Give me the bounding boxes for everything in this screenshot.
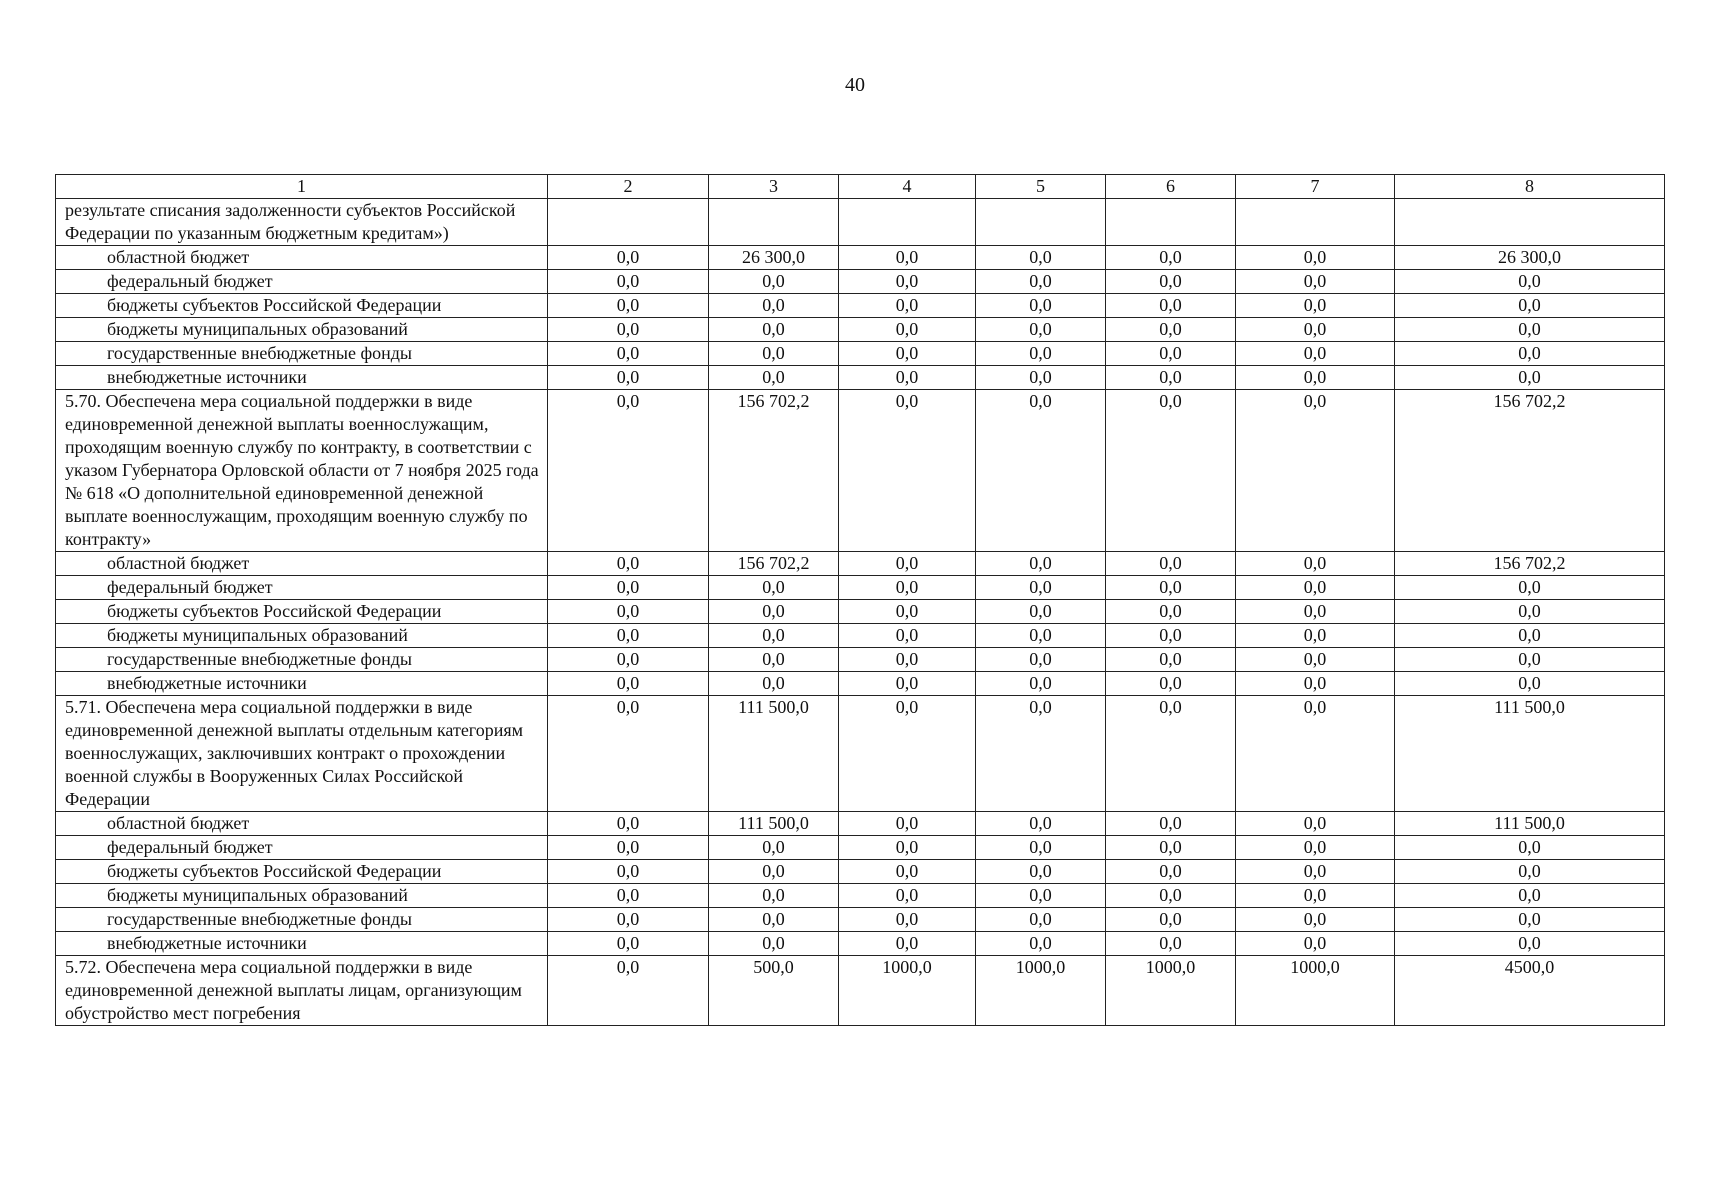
row-value-col-2: 0,0	[548, 294, 709, 318]
header-cell-3: 3	[709, 175, 839, 199]
row-value-col-7: 1000,0	[1236, 956, 1395, 1026]
row-value-col-4: 0,0	[839, 624, 976, 648]
row-value-col-6: 0,0	[1106, 246, 1236, 270]
row-label: государственные внебюджетные фонды	[56, 342, 548, 366]
row-label: внебюджетные источники	[56, 672, 548, 696]
header-cell-1: 1	[56, 175, 548, 199]
table-body	[56, 175, 1665, 1026]
row-value-col-2: 0,0	[548, 246, 709, 270]
header-cell-8: 8	[1395, 175, 1665, 199]
row-value-col-4: 0,0	[839, 600, 976, 624]
table-row-source	[56, 294, 1665, 318]
row-value-col-5: 0,0	[976, 812, 1106, 836]
row-value-col-4: 0,0	[839, 576, 976, 600]
row-value-col-5: 0,0	[976, 908, 1106, 932]
row-value-col-6: 0,0	[1106, 294, 1236, 318]
row-label: бюджеты субъектов Российской Федерации	[56, 294, 548, 318]
row-label: федеральный бюджет	[56, 836, 548, 860]
row-value-col-5: 0,0	[976, 696, 1106, 812]
row-value-col-2: 0,0	[548, 648, 709, 672]
row-value-col-8: 0,0	[1395, 576, 1665, 600]
row-value-col-2: 0,0	[548, 812, 709, 836]
row-label: государственные внебюджетные фонды	[56, 648, 548, 672]
row-value-col-5: 0,0	[976, 576, 1106, 600]
row-value-col-5: 0,0	[976, 672, 1106, 696]
row-label: областной бюджет	[56, 552, 548, 576]
row-value-col-3: 0,0	[709, 884, 839, 908]
table-row-item	[56, 696, 1665, 812]
row-value-col-4: 0,0	[839, 552, 976, 576]
row-value-col-6: 0,0	[1106, 860, 1236, 884]
header-cell-6: 6	[1106, 175, 1236, 199]
row-value-col-8: 0,0	[1395, 624, 1665, 648]
row-label: бюджеты муниципальных образований	[56, 884, 548, 908]
row-value-col-6: 0,0	[1106, 836, 1236, 860]
row-value-col-5: 0,0	[976, 552, 1106, 576]
table-row-source	[56, 812, 1665, 836]
row-value-col-8: 156 702,2	[1395, 390, 1665, 552]
row-value-col-7: 0,0	[1236, 318, 1395, 342]
row-value-col-7: 0,0	[1236, 812, 1395, 836]
row-value-col-7: 0,0	[1236, 342, 1395, 366]
table-row-source	[56, 342, 1665, 366]
row-value-col-4: 0,0	[839, 270, 976, 294]
row-value-col-6: 0,0	[1106, 552, 1236, 576]
row-value-col-4: 0,0	[839, 366, 976, 390]
row-value-col-3: 0,0	[709, 932, 839, 956]
row-value-col-8: 0,0	[1395, 932, 1665, 956]
row-value-col-5: 0,0	[976, 342, 1106, 366]
table-row-source	[56, 366, 1665, 390]
row-value-col-6: 0,0	[1106, 932, 1236, 956]
row-value-col-5: 0,0	[976, 366, 1106, 390]
row-value-col-2: 0,0	[548, 390, 709, 552]
row-value-col-2: 0,0	[548, 318, 709, 342]
row-label: 5.71. Обеспечена мера социальной поддержки в виде единовременной денежной выплаты отдельным категориям военнослужащих, заключивших контракт о прохождении военной службы в Вооруженных Силах Российской Федерации	[56, 696, 548, 812]
row-value-col-7: 0,0	[1236, 366, 1395, 390]
row-value-col-3: 0,0	[709, 318, 839, 342]
row-value-col-3: 156 702,2	[709, 552, 839, 576]
row-value-col-7: 0,0	[1236, 270, 1395, 294]
row-value-col-3: 0,0	[709, 860, 839, 884]
row-value-col-4: 0,0	[839, 696, 976, 812]
row-value-col-3: 0,0	[709, 672, 839, 696]
row-value-col-5: 1000,0	[976, 956, 1106, 1026]
row-value-col-3: 0,0	[709, 908, 839, 932]
row-value-col-2: 0,0	[548, 672, 709, 696]
row-value-col-6: 0,0	[1106, 884, 1236, 908]
row-value-col-5: 0,0	[976, 624, 1106, 648]
row-value-col-4: 0,0	[839, 812, 976, 836]
table-row-source	[56, 884, 1665, 908]
row-value-col-7: 0,0	[1236, 390, 1395, 552]
row-value-col-2: 0,0	[548, 576, 709, 600]
row-value-col-8: 0,0	[1395, 836, 1665, 860]
row-value-col-4: 0,0	[839, 246, 976, 270]
row-value-col-8: 0,0	[1395, 672, 1665, 696]
header-row	[56, 175, 1665, 199]
row-value-col-4: 0,0	[839, 860, 976, 884]
row-value-col-6: 0,0	[1106, 390, 1236, 552]
row-value-col-2: 0,0	[548, 932, 709, 956]
budget-table	[55, 174, 1665, 1026]
row-value-col-7: 0,0	[1236, 884, 1395, 908]
row-value-col-7: 0,0	[1236, 932, 1395, 956]
row-value-col-7: 0,0	[1236, 696, 1395, 812]
row-value-col-3: 0,0	[709, 576, 839, 600]
row-value-col-5: 0,0	[976, 318, 1106, 342]
table-row-source	[56, 318, 1665, 342]
table-row-source	[56, 246, 1665, 270]
row-value-col-7: 0,0	[1236, 576, 1395, 600]
row-label: 5.70. Обеспечена мера социальной поддержки в виде единовременной денежной выплаты военнослужащим, проходящим военную службу по контракту, в соответствии с указом Губернатора Орловской области от 7 ноября 2025 года № 618 «О дополнительной единовременной денежной выплате военнослужащим, проходящим военную службу по контракту»	[56, 390, 548, 552]
row-value-col-7: 0,0	[1236, 294, 1395, 318]
row-value-col-8: 0,0	[1395, 366, 1665, 390]
header-cell-5: 5	[976, 175, 1106, 199]
row-label: федеральный бюджет	[56, 270, 548, 294]
row-value-col-6: 0,0	[1106, 624, 1236, 648]
row-value-col-6: 1000,0	[1106, 956, 1236, 1026]
row-label: государственные внебюджетные фонды	[56, 908, 548, 932]
row-value-col-7: 0,0	[1236, 672, 1395, 696]
row-value-col-6: 0,0	[1106, 576, 1236, 600]
row-value-col-2: 0,0	[548, 600, 709, 624]
row-value-col-5: 0,0	[976, 246, 1106, 270]
row-value-col-8: 0,0	[1395, 908, 1665, 932]
row-value-col-4: 0,0	[839, 932, 976, 956]
row-value-col-5: 0,0	[976, 884, 1106, 908]
row-value-col-4: 0,0	[839, 908, 976, 932]
row-label: внебюджетные источники	[56, 932, 548, 956]
row-label: федеральный бюджет	[56, 576, 548, 600]
row-value-col-6: 0,0	[1106, 342, 1236, 366]
table-row-source	[56, 648, 1665, 672]
row-value-col-8: 0,0	[1395, 860, 1665, 884]
row-value-col-5: 0,0	[976, 836, 1106, 860]
row-value-col-3: 111 500,0	[709, 812, 839, 836]
row-value-col-8: 0,0	[1395, 648, 1665, 672]
row-value-col-7: 0,0	[1236, 836, 1395, 860]
table-row-source	[56, 860, 1665, 884]
row-label: внебюджетные источники	[56, 366, 548, 390]
row-value-col-2: 0,0	[548, 884, 709, 908]
row-value-col-3: 111 500,0	[709, 696, 839, 812]
row-label: результате списания задолженности субъектов Российской Федерации по указанным бюджетным кредитам»)	[56, 199, 548, 246]
table-row-source	[56, 552, 1665, 576]
row-value-col-5: 0,0	[976, 860, 1106, 884]
row-value-col-7: 0,0	[1236, 648, 1395, 672]
row-value-col-2: 0,0	[548, 836, 709, 860]
table-row-source	[56, 908, 1665, 932]
row-value-col-8	[1395, 199, 1665, 246]
row-value-col-5: 0,0	[976, 600, 1106, 624]
row-value-col-8: 111 500,0	[1395, 812, 1665, 836]
row-value-col-8: 0,0	[1395, 342, 1665, 366]
row-value-col-5: 0,0	[976, 932, 1106, 956]
row-value-col-7	[1236, 199, 1395, 246]
row-value-col-6: 0,0	[1106, 812, 1236, 836]
table-row-item	[56, 199, 1665, 246]
row-value-col-5	[976, 199, 1106, 246]
row-value-col-7: 0,0	[1236, 860, 1395, 884]
row-value-col-4: 1000,0	[839, 956, 976, 1026]
row-value-col-3: 0,0	[709, 366, 839, 390]
table-row-source	[56, 672, 1665, 696]
page-number: 40	[845, 74, 865, 96]
row-value-col-7: 0,0	[1236, 624, 1395, 648]
row-value-col-2: 0,0	[548, 552, 709, 576]
table-row-source	[56, 576, 1665, 600]
row-value-col-8: 4500,0	[1395, 956, 1665, 1026]
row-value-col-2: 0,0	[548, 366, 709, 390]
row-value-col-6: 0,0	[1106, 318, 1236, 342]
row-value-col-2: 0,0	[548, 956, 709, 1026]
row-value-col-5: 0,0	[976, 648, 1106, 672]
row-value-col-7: 0,0	[1236, 908, 1395, 932]
row-value-col-2: 0,0	[548, 342, 709, 366]
table-row-source	[56, 270, 1665, 294]
row-label: бюджеты субъектов Российской Федерации	[56, 600, 548, 624]
row-value-col-6: 0,0	[1106, 648, 1236, 672]
row-value-col-4: 0,0	[839, 342, 976, 366]
row-value-col-3: 0,0	[709, 270, 839, 294]
row-value-col-8: 0,0	[1395, 600, 1665, 624]
row-value-col-2: 0,0	[548, 270, 709, 294]
table-row-source	[56, 932, 1665, 956]
row-value-col-5: 0,0	[976, 294, 1106, 318]
row-value-col-4: 0,0	[839, 390, 976, 552]
row-value-col-8: 26 300,0	[1395, 246, 1665, 270]
row-value-col-2	[548, 199, 709, 246]
header-cell-2: 2	[548, 175, 709, 199]
row-value-col-8: 0,0	[1395, 884, 1665, 908]
row-label: бюджеты субъектов Российской Федерации	[56, 860, 548, 884]
row-value-col-3	[709, 199, 839, 246]
row-value-col-4	[839, 199, 976, 246]
row-value-col-5: 0,0	[976, 390, 1106, 552]
row-value-col-3: 0,0	[709, 294, 839, 318]
row-value-col-3: 0,0	[709, 836, 839, 860]
row-value-col-2: 0,0	[548, 860, 709, 884]
row-value-col-2: 0,0	[548, 908, 709, 932]
row-value-col-8: 0,0	[1395, 270, 1665, 294]
row-value-col-8: 0,0	[1395, 318, 1665, 342]
row-value-col-7: 0,0	[1236, 246, 1395, 270]
row-label: бюджеты муниципальных образований	[56, 318, 548, 342]
row-value-col-8: 156 702,2	[1395, 552, 1665, 576]
row-value-col-6: 0,0	[1106, 600, 1236, 624]
row-value-col-6	[1106, 199, 1236, 246]
row-value-col-2: 0,0	[548, 696, 709, 812]
row-value-col-3: 0,0	[709, 342, 839, 366]
row-value-col-3: 0,0	[709, 624, 839, 648]
header-cell-7: 7	[1236, 175, 1395, 199]
row-value-col-6: 0,0	[1106, 908, 1236, 932]
row-value-col-6: 0,0	[1106, 366, 1236, 390]
table-row-source	[56, 600, 1665, 624]
table-row-source	[56, 624, 1665, 648]
row-value-col-3: 0,0	[709, 600, 839, 624]
row-value-col-3: 0,0	[709, 648, 839, 672]
row-label: бюджеты муниципальных образований	[56, 624, 548, 648]
row-value-col-6: 0,0	[1106, 672, 1236, 696]
row-label: 5.72. Обеспечена мера социальной поддержки в виде единовременной денежной выплаты лицам, организующим обустройство мест погребения	[56, 956, 548, 1026]
row-label: областной бюджет	[56, 246, 548, 270]
row-value-col-3: 500,0	[709, 956, 839, 1026]
row-value-col-4: 0,0	[839, 884, 976, 908]
row-value-col-8: 0,0	[1395, 294, 1665, 318]
row-value-col-4: 0,0	[839, 836, 976, 860]
row-value-col-6: 0,0	[1106, 696, 1236, 812]
row-value-col-8: 111 500,0	[1395, 696, 1665, 812]
table-row-source	[56, 836, 1665, 860]
row-value-col-4: 0,0	[839, 672, 976, 696]
row-value-col-7: 0,0	[1236, 552, 1395, 576]
row-value-col-4: 0,0	[839, 318, 976, 342]
row-value-col-3: 156 702,2	[709, 390, 839, 552]
row-value-col-7: 0,0	[1236, 600, 1395, 624]
table-row-item	[56, 390, 1665, 552]
row-value-col-5: 0,0	[976, 270, 1106, 294]
row-value-col-4: 0,0	[839, 294, 976, 318]
row-value-col-4: 0,0	[839, 648, 976, 672]
row-value-col-3: 26 300,0	[709, 246, 839, 270]
table-row-item	[56, 956, 1665, 1026]
row-value-col-6: 0,0	[1106, 270, 1236, 294]
row-value-col-2: 0,0	[548, 624, 709, 648]
row-label: областной бюджет	[56, 812, 548, 836]
header-cell-4: 4	[839, 175, 976, 199]
